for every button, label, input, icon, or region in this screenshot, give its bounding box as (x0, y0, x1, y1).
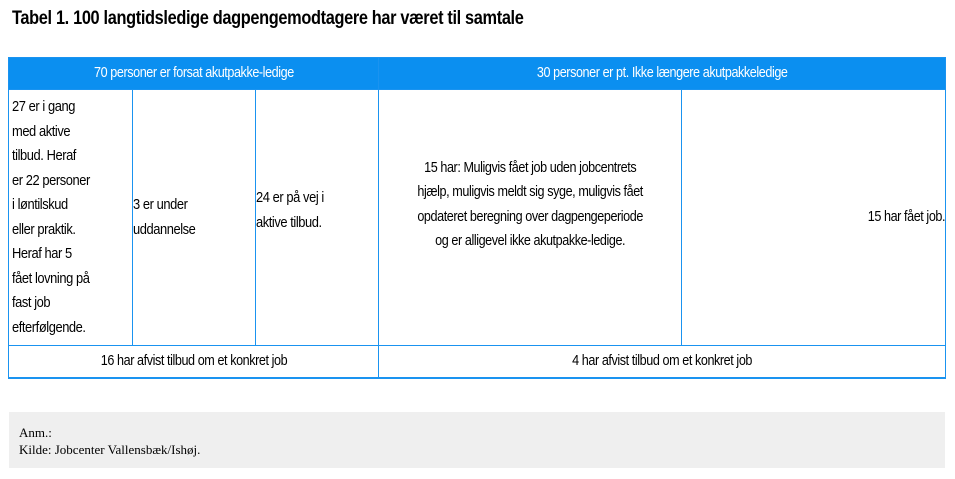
note-box (9, 412, 945, 468)
text-line: tilbud. Heraf (12, 147, 76, 164)
text-line: i løntilskud (12, 196, 68, 213)
text-line: hjælp, muligvis meldt sig syge, muligvis fået (417, 183, 643, 200)
cell-paa-vej (256, 90, 379, 346)
header-row (9, 58, 946, 90)
text-line: fået lovning på (12, 269, 90, 287)
text-line: med aktive (12, 122, 71, 140)
note-label: Anm.: (19, 425, 52, 440)
cell-faaet-job (682, 90, 946, 346)
body-row (9, 90, 946, 346)
text-line: uddannelse (133, 220, 196, 238)
text-line: og er alligevel ikke akutpakke-ledige. (435, 232, 625, 249)
header-right: 30 personer er pt. Ikke længere akutpakkeledige (379, 58, 946, 90)
cell-text-2 (133, 193, 255, 242)
cell-muligvis (379, 90, 682, 346)
footer-row (9, 346, 946, 379)
text-line: 15 har: Muligvis fået job uden jobcentrets (423, 158, 637, 176)
text-line: aktive tilbud. (256, 213, 322, 231)
text-line: er 22 personer (12, 171, 90, 189)
text-line: fast job (12, 294, 51, 311)
text-line: opdateret beregning over dagpengeperiode (417, 207, 643, 225)
text-line: efterfølgende. (12, 318, 86, 336)
cell-text-4 (383, 156, 677, 254)
table-title: Tabel 1. 100 langtidsledige dagpengemodtagere har været til samtale (12, 8, 524, 29)
text-line: Heraf har 5 (12, 245, 72, 262)
cell-text-3 (256, 186, 378, 235)
text-line: 3 er under (133, 196, 188, 213)
cell-text-1 (12, 95, 132, 340)
cell-text-5: 15 har fået job. (867, 208, 945, 226)
footer-right: 4 har afvist tilbud om et konkret job (379, 346, 946, 379)
header-left: 70 personer er forsat akutpakke-ledige (9, 58, 379, 90)
text-line: eller praktik. (12, 220, 76, 238)
text-line: 27 er i gang (12, 98, 75, 115)
footer-left: 16 har afvist tilbud om et konkret job (9, 346, 379, 379)
cell-aktive-tilbud (9, 90, 133, 346)
note-source: Kilde: Jobcenter Vallensbæk/Ishøj. (19, 442, 201, 457)
text-line: 24 er på vej i (256, 189, 324, 206)
cell-uddannelse (133, 90, 256, 346)
data-table (8, 57, 946, 379)
